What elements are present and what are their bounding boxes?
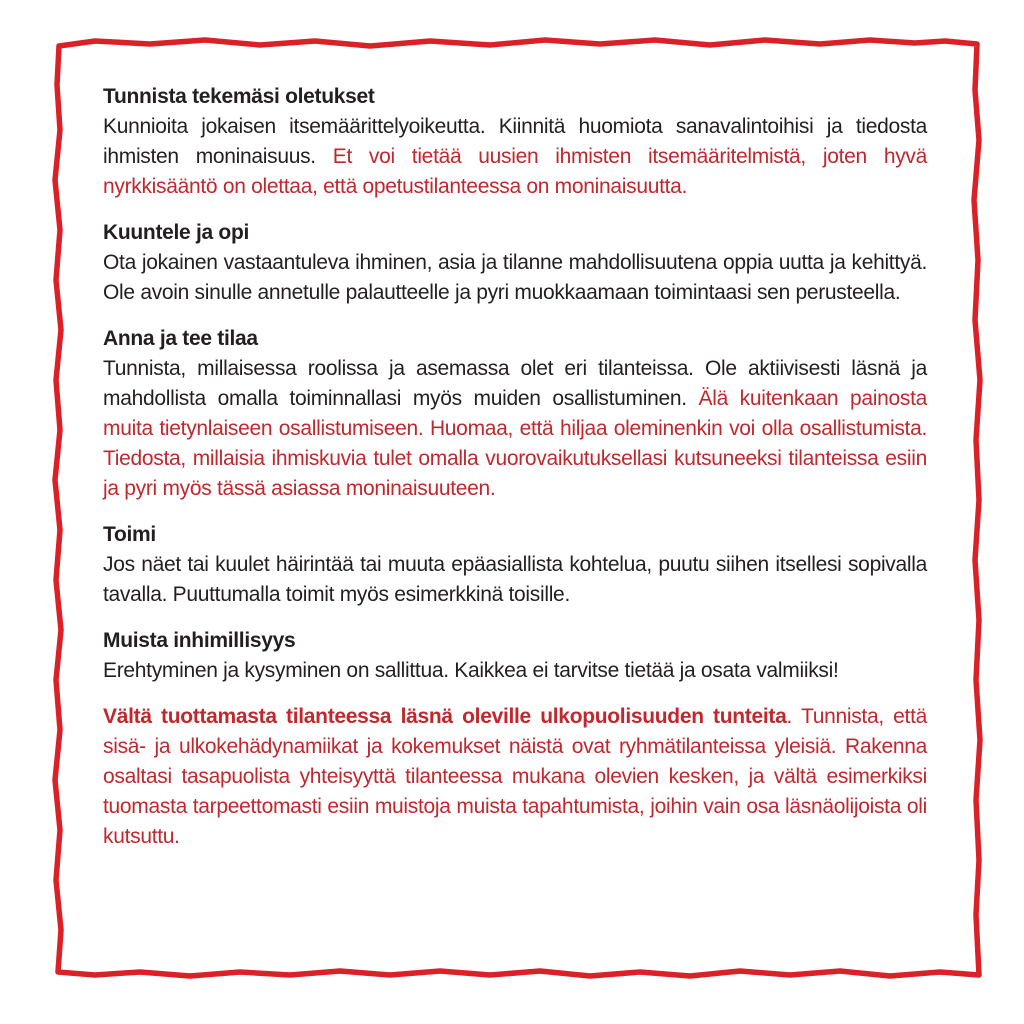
text-segment-red: Et voi tietää uusien ihmisten itsemääritelmistä, joten hyvä nyrkkisääntö on olettaa, että opetustilanteessa on moninaisuutta. [103,145,927,198]
text-segment-black: Ota jokainen vastaantuleva ihminen, asia ja tilanne mahdollisuutena oppia uutta ja kehittyä. Ole avoin sinulle annetulle palautteelle ja pyri muokkaamaan toimintaasi sen perusteella. [103,251,927,304]
text-content [103,82,927,868]
text-segment-black: Erehtyminen ja kysyminen on sallittua. Kaikkea ei tarvitse tietää ja osata valmiiksi! [103,659,839,682]
text-segment-black: Kunnioita jokaisen itsemäärittelyoikeutta. Kiinnitä huomiota sanavalintoihisi ja tiedosta ihmisten moninaisuus. [103,115,927,168]
section-paragraph [103,702,927,852]
section-paragraph [103,354,927,504]
text-segment-black: Jos näet tai kuulet häirintää tai muuta epäasiallista kohtelua, puutu siihen itsellesi sopivalla tavalla. Puuttumalla toimit myös esimerkkinä toisille. [103,553,927,606]
section-paragraph [103,112,927,202]
section-heading: Kuuntele ja opi [103,221,250,244]
section-heading: Toimi [103,523,156,546]
text-segment-red: Älä kuitenkaan painosta muita tietynlaiseen osallistumiseen. Huomaa, että hiljaa oleminenkin voi olla osallistumista. Tiedosta, millaisia ihmiskuvia tulet omalla vuorovaikutuksellasi kutsuneeksi tilanteissa esiin ja pyri myös tässä asiassa moninaisuuteen. [103,387,927,500]
text-section-1 [103,82,927,202]
section-heading: Tunnista tekemäsi oletukset [103,85,375,108]
text-segment-red: . Tunnista, että sisä- ja ulkokehädynamiikat ja kokemukset näistä ovat ryhmätilanteissa yleisiä. Rakenna osaltasi tasapuolista yhteisyyttä tilanteessa mukana olevien kesken, ja vältä esimerkiksi tuomasta tarpeettomasti esiin muistoja muista tapahtumista, joihin vain osa läsnäolijoista oli kutsuttu. [103,705,927,848]
section-paragraph [103,656,927,686]
text-section-5 [103,626,927,686]
section-paragraph [103,550,927,610]
section-paragraph [103,248,927,308]
text-section-6 [103,702,927,852]
section-heading: Muista inhimillisyys [103,629,296,652]
text-segment-red-bold: Vältä tuottamasta tilanteessa läsnä oleville ulkopuolisuuden tunteita [103,705,787,728]
text-section-3 [103,324,927,504]
text-segment-black: Tunnista, millaisessa roolissa ja asemassa olet eri tilanteissa. Ole aktiivisesti läsnä ja mahdollista omalla toiminnallasi myös muiden osallistuminen. [103,357,927,410]
section-heading: Anna ja tee tilaa [103,327,258,350]
text-section-4 [103,520,927,610]
text-section-2 [103,218,927,308]
